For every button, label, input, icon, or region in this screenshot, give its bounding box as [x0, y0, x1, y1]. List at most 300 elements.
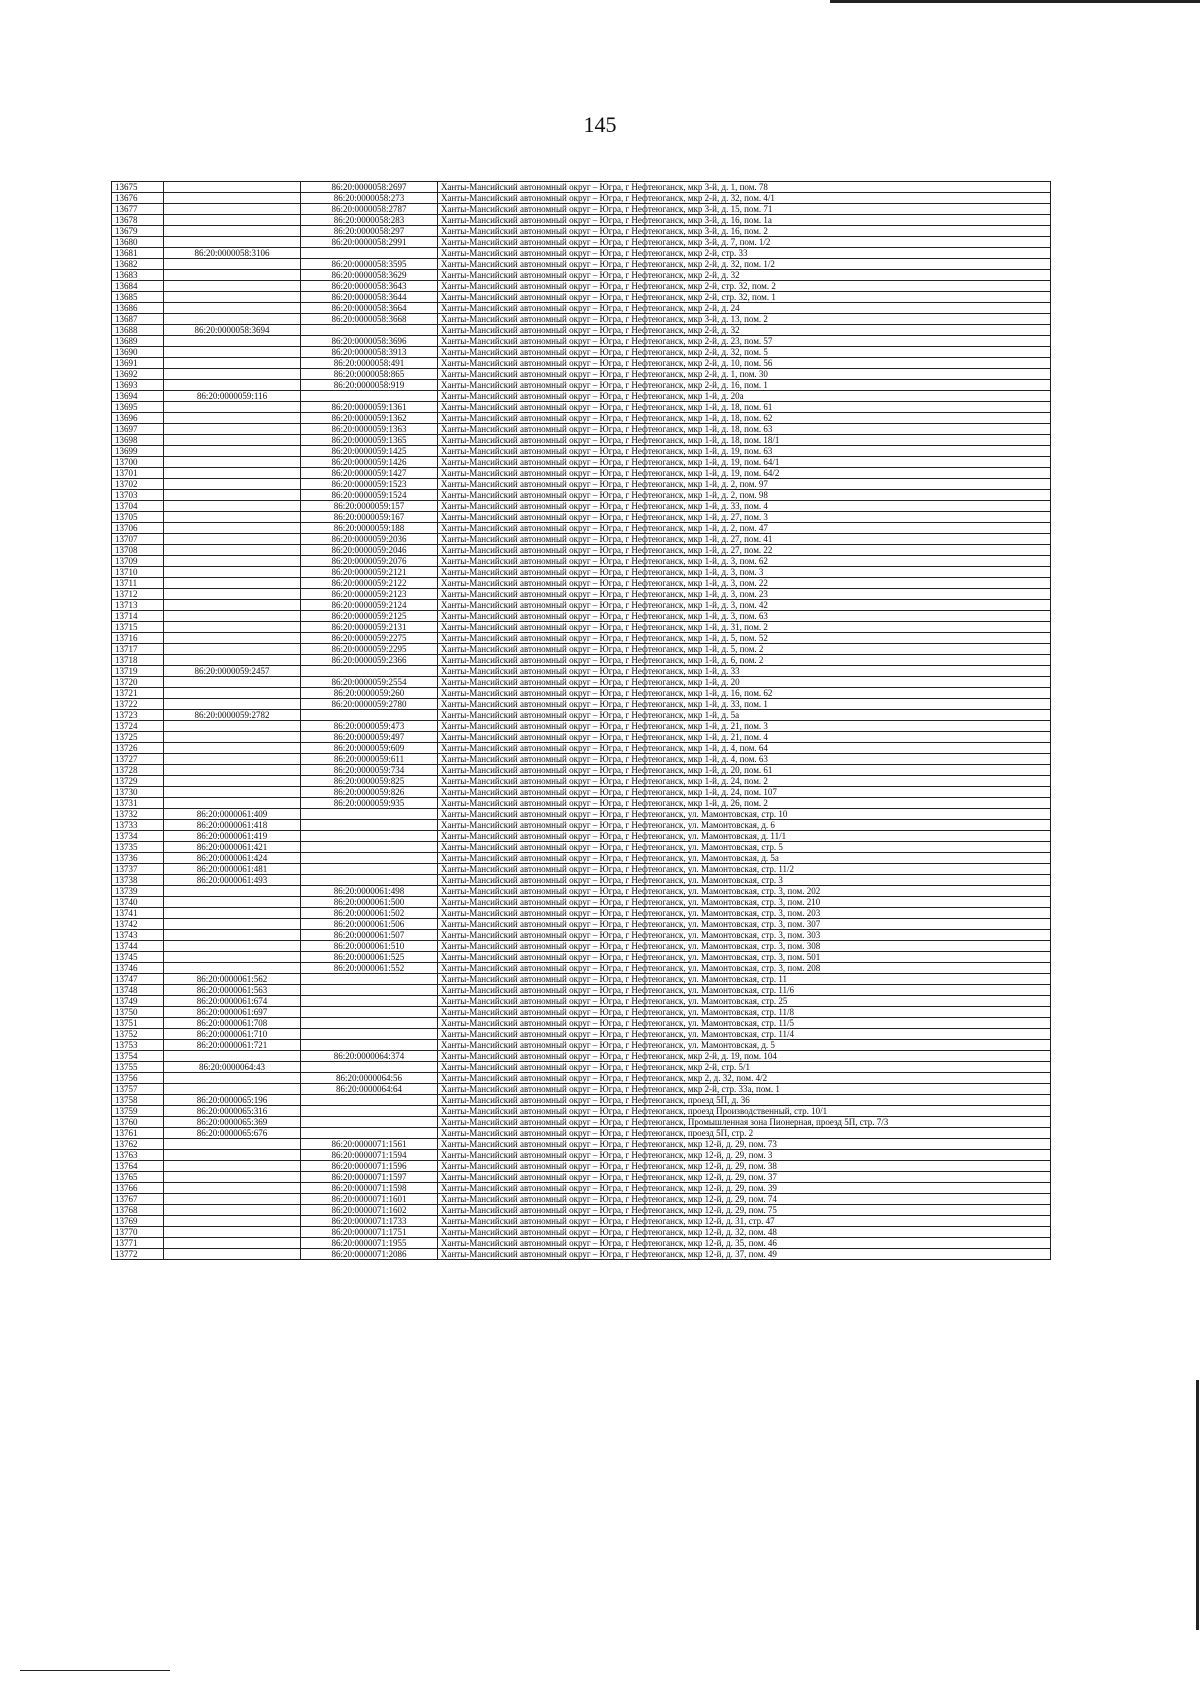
parcel-cadastral-number-cell: [164, 589, 301, 600]
row-number-cell: 13716: [112, 633, 164, 644]
row-number-cell: 13698: [112, 435, 164, 446]
address-cell: Ханты-Мансийский автономный округ – Югра, г Нефтеюганск, ул. Мамонтовская, стр. 10: [438, 809, 1051, 820]
unit-cadastral-number-cell: 86:20:0000058:3668: [301, 314, 438, 325]
table-row: [112, 996, 1051, 1007]
row-number-cell: 13690: [112, 347, 164, 358]
address-cell: Ханты-Мансийский автономный округ – Югра, г Нефтеюганск, ул. Мамонтовская, стр. 3, пом. 208: [438, 963, 1051, 974]
unit-cadastral-number-cell: [301, 831, 438, 842]
table-row: [112, 1139, 1051, 1150]
row-number-cell: 13764: [112, 1161, 164, 1172]
unit-cadastral-number-cell: [301, 853, 438, 864]
row-number-cell: 13754: [112, 1051, 164, 1062]
parcel-cadastral-number-cell: 86:20:0000061:418: [164, 820, 301, 831]
parcel-cadastral-number-cell: 86:20:0000061:697: [164, 1007, 301, 1018]
row-number-cell: 13721: [112, 688, 164, 699]
unit-cadastral-number-cell: 86:20:0000071:1598: [301, 1183, 438, 1194]
table-row: [112, 391, 1051, 402]
parcel-cadastral-number-cell: [164, 1073, 301, 1084]
address-cell: Ханты-Мансийский автономный округ – Югра, г Нефтеюганск, ул. Мамонтовская, стр. 3, пом. 303: [438, 930, 1051, 941]
table-row: [112, 534, 1051, 545]
table-row: [112, 633, 1051, 644]
scan-bottom-left-line: [20, 1670, 170, 1671]
table-row: [112, 1051, 1051, 1062]
address-cell: Ханты-Мансийский автономный округ – Югра, г Нефтеюганск, мкр 1-й, д. 4, пом. 64: [438, 743, 1051, 754]
address-cell: Ханты-Мансийский автономный округ – Югра, г Нефтеюганск, мкр 1-й, д. 33, пом. 1: [438, 699, 1051, 710]
unit-cadastral-number-cell: 86:20:0000059:2554: [301, 677, 438, 688]
row-number-cell: 13707: [112, 534, 164, 545]
address-cell: Ханты-Мансийский автономный округ – Югра, г Нефтеюганск, ул. Мамонтовская, стр. 3, пом. 501: [438, 952, 1051, 963]
parcel-cadastral-number-cell: [164, 1051, 301, 1062]
table-row: [112, 512, 1051, 523]
parcel-cadastral-number-cell: 86:20:0000061:710: [164, 1029, 301, 1040]
row-number-cell: 13731: [112, 798, 164, 809]
unit-cadastral-number-cell: [301, 1062, 438, 1073]
row-number-cell: 13726: [112, 743, 164, 754]
unit-cadastral-number-cell: 86:20:0000064:374: [301, 1051, 438, 1062]
table-row: [112, 1128, 1051, 1139]
table-row: [112, 1216, 1051, 1227]
row-number-cell: 13719: [112, 666, 164, 677]
unit-cadastral-number-cell: 86:20:0000059:2121: [301, 567, 438, 578]
address-cell: Ханты-Мансийский автономный округ – Югра, г Нефтеюганск, мкр 12-й, д. 29, пом. 39: [438, 1183, 1051, 1194]
parcel-cadastral-number-cell: [164, 413, 301, 424]
unit-cadastral-number-cell: 86:20:0000059:1523: [301, 479, 438, 490]
table-row: [112, 754, 1051, 765]
address-cell: Ханты-Мансийский автономный округ – Югра, г Нефтеюганск, ул. Мамонтовская, стр. 25: [438, 996, 1051, 1007]
table-row: [112, 446, 1051, 457]
row-number-cell: 13767: [112, 1194, 164, 1205]
unit-cadastral-number-cell: 86:20:0000059:2275: [301, 633, 438, 644]
unit-cadastral-number-cell: [301, 1029, 438, 1040]
row-number-cell: 13700: [112, 457, 164, 468]
parcel-cadastral-number-cell: [164, 776, 301, 787]
address-cell: Ханты-Мансийский автономный округ – Югра, г Нефтеюганск, ул. Мамонтовская, д. 5а: [438, 853, 1051, 864]
address-cell: Ханты-Мансийский автономный округ – Югра, г Нефтеюганск, мкр 2-й, д. 32: [438, 325, 1051, 336]
address-cell: Ханты-Мансийский автономный округ – Югра, г Нефтеюганск, мкр 1-й, д. 19, пом. 64/1: [438, 457, 1051, 468]
table-row: [112, 677, 1051, 688]
unit-cadastral-number-cell: 86:20:0000058:3696: [301, 336, 438, 347]
unit-cadastral-number-cell: 86:20:0000059:260: [301, 688, 438, 699]
parcel-cadastral-number-cell: [164, 468, 301, 479]
row-number-cell: 13735: [112, 842, 164, 853]
unit-cadastral-number-cell: 86:20:0000071:1596: [301, 1161, 438, 1172]
address-cell: Ханты-Мансийский автономный округ – Югра, г Нефтеюганск, мкр 3-й, д. 1, пом. 78: [438, 182, 1051, 193]
parcel-cadastral-number-cell: [164, 1084, 301, 1095]
parcel-cadastral-number-cell: [164, 424, 301, 435]
registry-body: [112, 182, 1051, 1260]
table-row: [112, 1095, 1051, 1106]
page-number: 145: [583, 112, 617, 137]
parcel-cadastral-number-cell: [164, 1161, 301, 1172]
table-row: [112, 292, 1051, 303]
unit-cadastral-number-cell: [301, 248, 438, 259]
address-cell: Ханты-Мансийский автономный округ – Югра, г Нефтеюганск, мкр 12-й, д. 29, пом. 75: [438, 1205, 1051, 1216]
parcel-cadastral-number-cell: [164, 754, 301, 765]
row-number-cell: 13723: [112, 710, 164, 721]
parcel-cadastral-number-cell: [164, 226, 301, 237]
unit-cadastral-number-cell: 86:20:0000059:2295: [301, 644, 438, 655]
unit-cadastral-number-cell: [301, 710, 438, 721]
table-row: [112, 622, 1051, 633]
unit-cadastral-number-cell: 86:20:0000059:1362: [301, 413, 438, 424]
unit-cadastral-number-cell: 86:20:0000058:3595: [301, 259, 438, 270]
row-number-cell: 13768: [112, 1205, 164, 1216]
parcel-cadastral-number-cell: 86:20:0000061:481: [164, 864, 301, 875]
table-row: [112, 424, 1051, 435]
row-number-cell: 13678: [112, 215, 164, 226]
row-number-cell: 13691: [112, 358, 164, 369]
row-number-cell: 13676: [112, 193, 164, 204]
row-number-cell: 13746: [112, 963, 164, 974]
parcel-cadastral-number-cell: [164, 721, 301, 732]
table-row: [112, 413, 1051, 424]
row-number-cell: 13733: [112, 820, 164, 831]
row-number-cell: 13681: [112, 248, 164, 259]
unit-cadastral-number-cell: 86:20:0000058:3643: [301, 281, 438, 292]
parcel-cadastral-number-cell: 86:20:0000061:424: [164, 853, 301, 864]
address-cell: Ханты-Мансийский автономный округ – Югра, г Нефтеюганск, мкр 2-й, стр. 33: [438, 248, 1051, 259]
address-cell: Ханты-Мансийский автономный округ – Югра, г Нефтеюганск, мкр 2-й, д. 32: [438, 270, 1051, 281]
table-row: [112, 875, 1051, 886]
row-number-cell: 13745: [112, 952, 164, 963]
table-row: [112, 952, 1051, 963]
parcel-cadastral-number-cell: 86:20:0000061:674: [164, 996, 301, 1007]
table-row: [112, 688, 1051, 699]
unit-cadastral-number-cell: 86:20:0000071:1733: [301, 1216, 438, 1227]
parcel-cadastral-number-cell: [164, 358, 301, 369]
row-number-cell: 13763: [112, 1150, 164, 1161]
row-number-cell: 13684: [112, 281, 164, 292]
table-row: [112, 798, 1051, 809]
parcel-cadastral-number-cell: [164, 446, 301, 457]
parcel-cadastral-number-cell: [164, 919, 301, 930]
unit-cadastral-number-cell: 86:20:0000059:188: [301, 523, 438, 534]
unit-cadastral-number-cell: [301, 864, 438, 875]
unit-cadastral-number-cell: 86:20:0000058:3629: [301, 270, 438, 281]
row-number-cell: 13734: [112, 831, 164, 842]
address-cell: Ханты-Мансийский автономный округ – Югра, г Нефтеюганск, ул. Мамонтовская, стр. 3: [438, 875, 1051, 886]
address-cell: Ханты-Мансийский автономный округ – Югра, г Нефтеюганск, мкр 2-й, д. 32, пом. 1/2: [438, 259, 1051, 270]
address-cell: Ханты-Мансийский автономный округ – Югра, г Нефтеюганск, мкр 1-й, д. 27, пом. 41: [438, 534, 1051, 545]
parcel-cadastral-number-cell: 86:20:0000061:563: [164, 985, 301, 996]
parcel-cadastral-number-cell: [164, 347, 301, 358]
address-cell: Ханты-Мансийский автономный округ – Югра, г Нефтеюганск, мкр 2-й, д. 24: [438, 303, 1051, 314]
table-row: [112, 1172, 1051, 1183]
parcel-cadastral-number-cell: 86:20:0000059:2782: [164, 710, 301, 721]
unit-cadastral-number-cell: 86:20:0000059:2131: [301, 622, 438, 633]
address-cell: Ханты-Мансийский автономный округ – Югра, г Нефтеюганск, ул. Мамонтовская, стр. 11/8: [438, 1007, 1051, 1018]
unit-cadastral-number-cell: [301, 842, 438, 853]
address-cell: Ханты-Мансийский автономный округ – Югра, г Нефтеюганск, мкр 2-й, д. 23, пом. 57: [438, 336, 1051, 347]
unit-cadastral-number-cell: [301, 809, 438, 820]
unit-cadastral-number-cell: 86:20:0000059:2076: [301, 556, 438, 567]
table-row: [112, 479, 1051, 490]
address-cell: Ханты-Мансийский автономный округ – Югра, г Нефтеюганск, мкр 1-й, д. 27, пом. 22: [438, 545, 1051, 556]
unit-cadastral-number-cell: 86:20:0000059:497: [301, 732, 438, 743]
table-row: [112, 831, 1051, 842]
table-row: [112, 589, 1051, 600]
row-number-cell: 13772: [112, 1249, 164, 1260]
unit-cadastral-number-cell: [301, 820, 438, 831]
unit-cadastral-number-cell: 86:20:0000059:734: [301, 765, 438, 776]
row-number-cell: 13711: [112, 578, 164, 589]
table-row: [112, 985, 1051, 996]
address-cell: Ханты-Мансийский автономный округ – Югра, г Нефтеюганск, мкр 2-й, стр. 5/1: [438, 1062, 1051, 1073]
row-number-cell: 13697: [112, 424, 164, 435]
parcel-cadastral-number-cell: [164, 600, 301, 611]
row-number-cell: 13742: [112, 919, 164, 930]
parcel-cadastral-number-cell: [164, 1183, 301, 1194]
row-number-cell: 13702: [112, 479, 164, 490]
parcel-cadastral-number-cell: [164, 886, 301, 897]
table-row: [112, 644, 1051, 655]
address-cell: Ханты-Мансийский автономный округ – Югра, г Нефтеюганск, ул. Мамонтовская, стр. 11/2: [438, 864, 1051, 875]
unit-cadastral-number-cell: 86:20:0000058:919: [301, 380, 438, 391]
parcel-cadastral-number-cell: 86:20:0000065:369: [164, 1117, 301, 1128]
table-row: [112, 908, 1051, 919]
address-cell: Ханты-Мансийский автономный округ – Югра, г Нефтеюганск, мкр 1-й, д. 20: [438, 677, 1051, 688]
address-cell: Ханты-Мансийский автономный округ – Югра, г Нефтеюганск, мкр 1-й, д. 5а: [438, 710, 1051, 721]
address-cell: Ханты-Мансийский автономный округ – Югра, г Нефтеюганск, мкр 2-й, стр. 32, пом. 1: [438, 292, 1051, 303]
parcel-cadastral-number-cell: [164, 1172, 301, 1183]
parcel-cadastral-number-cell: 86:20:0000059:116: [164, 391, 301, 402]
address-cell: Ханты-Мансийский автономный округ – Югра, г Нефтеюганск, мкр 1-й, д. 3, пом. 22: [438, 578, 1051, 589]
parcel-cadastral-number-cell: [164, 292, 301, 303]
parcel-cadastral-number-cell: [164, 897, 301, 908]
unit-cadastral-number-cell: 86:20:0000071:1561: [301, 1139, 438, 1150]
address-cell: Ханты-Мансийский автономный округ – Югра, г Нефтеюганск, мкр 12-й, д. 29, пом. 38: [438, 1161, 1051, 1172]
unit-cadastral-number-cell: 86:20:0000059:2036: [301, 534, 438, 545]
unit-cadastral-number-cell: 86:20:0000059:935: [301, 798, 438, 809]
parcel-cadastral-number-cell: 86:20:0000065:676: [164, 1128, 301, 1139]
table-row: [112, 1249, 1051, 1260]
row-number-cell: 13740: [112, 897, 164, 908]
address-cell: Ханты-Мансийский автономный округ – Югра, г Нефтеюганск, мкр 12-й, д. 31, стр. 47: [438, 1216, 1051, 1227]
parcel-cadastral-number-cell: [164, 523, 301, 534]
parcel-cadastral-number-cell: [164, 457, 301, 468]
table-row: [112, 501, 1051, 512]
row-number-cell: 13725: [112, 732, 164, 743]
table-row: [112, 380, 1051, 391]
parcel-cadastral-number-cell: [164, 1249, 301, 1260]
table-row: [112, 1007, 1051, 1018]
row-number-cell: 13692: [112, 369, 164, 380]
parcel-cadastral-number-cell: [164, 512, 301, 523]
parcel-cadastral-number-cell: [164, 798, 301, 809]
table-row: [112, 1194, 1051, 1205]
unit-cadastral-number-cell: 86:20:0000059:157: [301, 501, 438, 512]
row-number-cell: 13703: [112, 490, 164, 501]
table-row: [112, 886, 1051, 897]
unit-cadastral-number-cell: 86:20:0000059:611: [301, 754, 438, 765]
row-number-cell: 13727: [112, 754, 164, 765]
parcel-cadastral-number-cell: 86:20:0000061:421: [164, 842, 301, 853]
table-row: [112, 963, 1051, 974]
address-cell: Ханты-Мансийский автономный округ – Югра, г Нефтеюганск, мкр 2-й, д. 16, пом. 1: [438, 380, 1051, 391]
address-cell: Ханты-Мансийский автономный округ – Югра, г Нефтеюганск, ул. Мамонтовская, стр. 3, пом. 210: [438, 897, 1051, 908]
address-cell: Ханты-Мансийский автономный округ – Югра, г Нефтеюганск, мкр 1-й, д. 18, пом. 61: [438, 402, 1051, 413]
address-cell: Ханты-Мансийский автономный округ – Югра, г Нефтеюганск, мкр 1-й, д. 31, пом. 2: [438, 622, 1051, 633]
parcel-cadastral-number-cell: [164, 545, 301, 556]
table-row: [112, 1029, 1051, 1040]
table-row: [112, 1150, 1051, 1161]
parcel-cadastral-number-cell: [164, 215, 301, 226]
row-number-cell: 13715: [112, 622, 164, 633]
address-cell: Ханты-Мансийский автономный округ – Югра, г Нефтеюганск, мкр 1-й, д. 3, пом. 63: [438, 611, 1051, 622]
parcel-cadastral-number-cell: [164, 567, 301, 578]
parcel-cadastral-number-cell: 86:20:0000061:721: [164, 1040, 301, 1051]
row-number-cell: 13755: [112, 1062, 164, 1073]
row-number-cell: 13722: [112, 699, 164, 710]
row-number-cell: 13770: [112, 1227, 164, 1238]
parcel-cadastral-number-cell: 86:20:0000059:2457: [164, 666, 301, 677]
table-row: [112, 435, 1051, 446]
parcel-cadastral-number-cell: 86:20:0000065:316: [164, 1106, 301, 1117]
parcel-cadastral-number-cell: 86:20:0000058:3106: [164, 248, 301, 259]
parcel-cadastral-number-cell: [164, 1238, 301, 1249]
row-number-cell: 13689: [112, 336, 164, 347]
unit-cadastral-number-cell: [301, 1095, 438, 1106]
table-row: [112, 699, 1051, 710]
address-cell: Ханты-Мансийский автономный округ – Югра, г Нефтеюганск, мкр 1-й, д. 18, пом. 63: [438, 424, 1051, 435]
table-row: [112, 457, 1051, 468]
address-cell: Ханты-Мансийский автономный округ – Югра, г Нефтеюганск, мкр 1-й, д. 27, пом. 3: [438, 512, 1051, 523]
parcel-cadastral-number-cell: [164, 259, 301, 270]
unit-cadastral-number-cell: 86:20:0000059:1361: [301, 402, 438, 413]
table-row: [112, 842, 1051, 853]
table-row: [112, 1183, 1051, 1194]
parcel-cadastral-number-cell: 86:20:0000061:708: [164, 1018, 301, 1029]
address-cell: Ханты-Мансийский автономный округ – Югра, г Нефтеюганск, ул. Мамонтовская, стр. 3, пом. 307: [438, 919, 1051, 930]
table-row: [112, 611, 1051, 622]
parcel-cadastral-number-cell: [164, 556, 301, 567]
address-cell: Ханты-Мансийский автономный округ – Югра, г Нефтеюганск, ул. Мамонтовская, д. 5: [438, 1040, 1051, 1051]
address-cell: Ханты-Мансийский автономный округ – Югра, г Нефтеюганск, проезд 5П, стр. 2: [438, 1128, 1051, 1139]
parcel-cadastral-number-cell: [164, 908, 301, 919]
parcel-cadastral-number-cell: [164, 314, 301, 325]
table-row: [112, 556, 1051, 567]
table-row: [112, 303, 1051, 314]
address-cell: Ханты-Мансийский автономный округ – Югра, г Нефтеюганск, ул. Мамонтовская, стр. 11: [438, 974, 1051, 985]
address-cell: Ханты-Мансийский автономный округ – Югра, г Нефтеюганск, мкр 1-й, д. 20, пом. 61: [438, 765, 1051, 776]
address-cell: Ханты-Мансийский автономный округ – Югра, г Нефтеюганск, ул. Мамонтовская, д. 6: [438, 820, 1051, 831]
row-number-cell: 13765: [112, 1172, 164, 1183]
parcel-cadastral-number-cell: [164, 1139, 301, 1150]
table-row: [112, 1040, 1051, 1051]
address-cell: Ханты-Мансийский автономный округ – Югра, г Нефтеюганск, мкр 1-й, д. 24, пом. 107: [438, 787, 1051, 798]
unit-cadastral-number-cell: [301, 1007, 438, 1018]
address-cell: Ханты-Мансийский автономный округ – Югра, г Нефтеюганск, мкр 2-й, д. 32, пом. 5: [438, 347, 1051, 358]
unit-cadastral-number-cell: 86:20:0000071:1955: [301, 1238, 438, 1249]
unit-cadastral-number-cell: [301, 391, 438, 402]
row-number-cell: 13749: [112, 996, 164, 1007]
parcel-cadastral-number-cell: [164, 237, 301, 248]
parcel-cadastral-number-cell: [164, 1150, 301, 1161]
table-row: [112, 930, 1051, 941]
row-number-cell: 13758: [112, 1095, 164, 1106]
table-row: [112, 1117, 1051, 1128]
parcel-cadastral-number-cell: [164, 677, 301, 688]
unit-cadastral-number-cell: [301, 875, 438, 886]
table-row: [112, 941, 1051, 952]
table-row: [112, 1205, 1051, 1216]
row-number-cell: 13728: [112, 765, 164, 776]
row-number-cell: 13688: [112, 325, 164, 336]
unit-cadastral-number-cell: 86:20:0000059:1425: [301, 446, 438, 457]
unit-cadastral-number-cell: 86:20:0000061:502: [301, 908, 438, 919]
address-cell: Ханты-Мансийский автономный округ – Югра, г Нефтеюганск, ул. Мамонтовская, стр. 3, пом. 202: [438, 886, 1051, 897]
parcel-cadastral-number-cell: [164, 1216, 301, 1227]
row-number-cell: 13743: [112, 930, 164, 941]
unit-cadastral-number-cell: [301, 1128, 438, 1139]
parcel-cadastral-number-cell: 86:20:0000061:562: [164, 974, 301, 985]
parcel-cadastral-number-cell: [164, 369, 301, 380]
address-cell: Ханты-Мансийский автономный округ – Югра, г Нефтеюганск, мкр 2-й, д. 1, пом. 30: [438, 369, 1051, 380]
unit-cadastral-number-cell: 86:20:0000059:2046: [301, 545, 438, 556]
table-row: [112, 864, 1051, 875]
table-row: [112, 600, 1051, 611]
unit-cadastral-number-cell: 86:20:0000058:491: [301, 358, 438, 369]
parcel-cadastral-number-cell: [164, 1205, 301, 1216]
parcel-cadastral-number-cell: 86:20:0000065:196: [164, 1095, 301, 1106]
row-number-cell: 13696: [112, 413, 164, 424]
table-row: [112, 721, 1051, 732]
unit-cadastral-number-cell: 86:20:0000071:2086: [301, 1249, 438, 1260]
table-row: [112, 919, 1051, 930]
table-row: [112, 743, 1051, 754]
address-cell: Ханты-Мансийский автономный округ – Югра, г Нефтеюганск, ул. Мамонтовская, стр. 3, пом. 308: [438, 941, 1051, 952]
unit-cadastral-number-cell: [301, 985, 438, 996]
parcel-cadastral-number-cell: [164, 732, 301, 743]
unit-cadastral-number-cell: 86:20:0000059:2122: [301, 578, 438, 589]
address-cell: Ханты-Мансийский автономный округ – Югра, г Нефтеюганск, мкр 1-й, д. 3, пом. 62: [438, 556, 1051, 567]
row-number-cell: 13751: [112, 1018, 164, 1029]
parcel-cadastral-number-cell: [164, 270, 301, 281]
unit-cadastral-number-cell: 86:20:0000061:525: [301, 952, 438, 963]
unit-cadastral-number-cell: [301, 666, 438, 677]
parcel-cadastral-number-cell: [164, 402, 301, 413]
unit-cadastral-number-cell: 86:20:0000061:552: [301, 963, 438, 974]
address-cell: Ханты-Мансийский автономный округ – Югра, г Нефтеюганск, мкр 3-й, д. 16, пом. 1а: [438, 215, 1051, 226]
address-cell: Ханты-Мансийский автономный округ – Югра, г Нефтеюганск, ул. Мамонтовская, стр. 11/4: [438, 1029, 1051, 1040]
table-row: [112, 204, 1051, 215]
table-row: [112, 974, 1051, 985]
unit-cadastral-number-cell: 86:20:0000064:56: [301, 1073, 438, 1084]
table-row: [112, 1238, 1051, 1249]
row-number-cell: 13760: [112, 1117, 164, 1128]
unit-cadastral-number-cell: 86:20:0000059:1363: [301, 424, 438, 435]
row-number-cell: 13675: [112, 182, 164, 193]
table-row: [112, 820, 1051, 831]
address-cell: Ханты-Мансийский автономный округ – Югра, г Нефтеюганск, мкр 1-й, д. 18, пом. 18/1: [438, 435, 1051, 446]
address-cell: Ханты-Мансийский автономный округ – Югра, г Нефтеюганск, Промышленная зона Пионерная, проезд 5П, стр. 7/3: [438, 1117, 1051, 1128]
address-cell: Ханты-Мансийский автономный округ – Югра, г Нефтеюганск, мкр 12-й, д. 29, пом. 73: [438, 1139, 1051, 1150]
table-row: [112, 809, 1051, 820]
row-number-cell: 13730: [112, 787, 164, 798]
address-cell: Ханты-Мансийский автономный округ – Югра, г Нефтеюганск, мкр 1-й, д. 3, пом. 3: [438, 567, 1051, 578]
table-row: [112, 325, 1051, 336]
row-number-cell: 13717: [112, 644, 164, 655]
parcel-cadastral-number-cell: [164, 490, 301, 501]
address-cell: Ханты-Мансийский автономный округ – Югра, г Нефтеюганск, мкр 12-й, д. 37, пом. 49: [438, 1249, 1051, 1260]
row-number-cell: 13680: [112, 237, 164, 248]
address-cell: Ханты-Мансийский автономный округ – Югра, г Нефтеюганск, мкр 2-й, д. 32, пом. 4/1: [438, 193, 1051, 204]
row-number-cell: 13693: [112, 380, 164, 391]
address-cell: Ханты-Мансийский автономный округ – Югра, г Нефтеюганск, мкр 12-й, д. 35, пом. 46: [438, 1238, 1051, 1249]
unit-cadastral-number-cell: [301, 1018, 438, 1029]
row-number-cell: 13747: [112, 974, 164, 985]
address-cell: Ханты-Мансийский автономный округ – Югра, г Нефтеюганск, мкр 1-й, д. 20а: [438, 391, 1051, 402]
